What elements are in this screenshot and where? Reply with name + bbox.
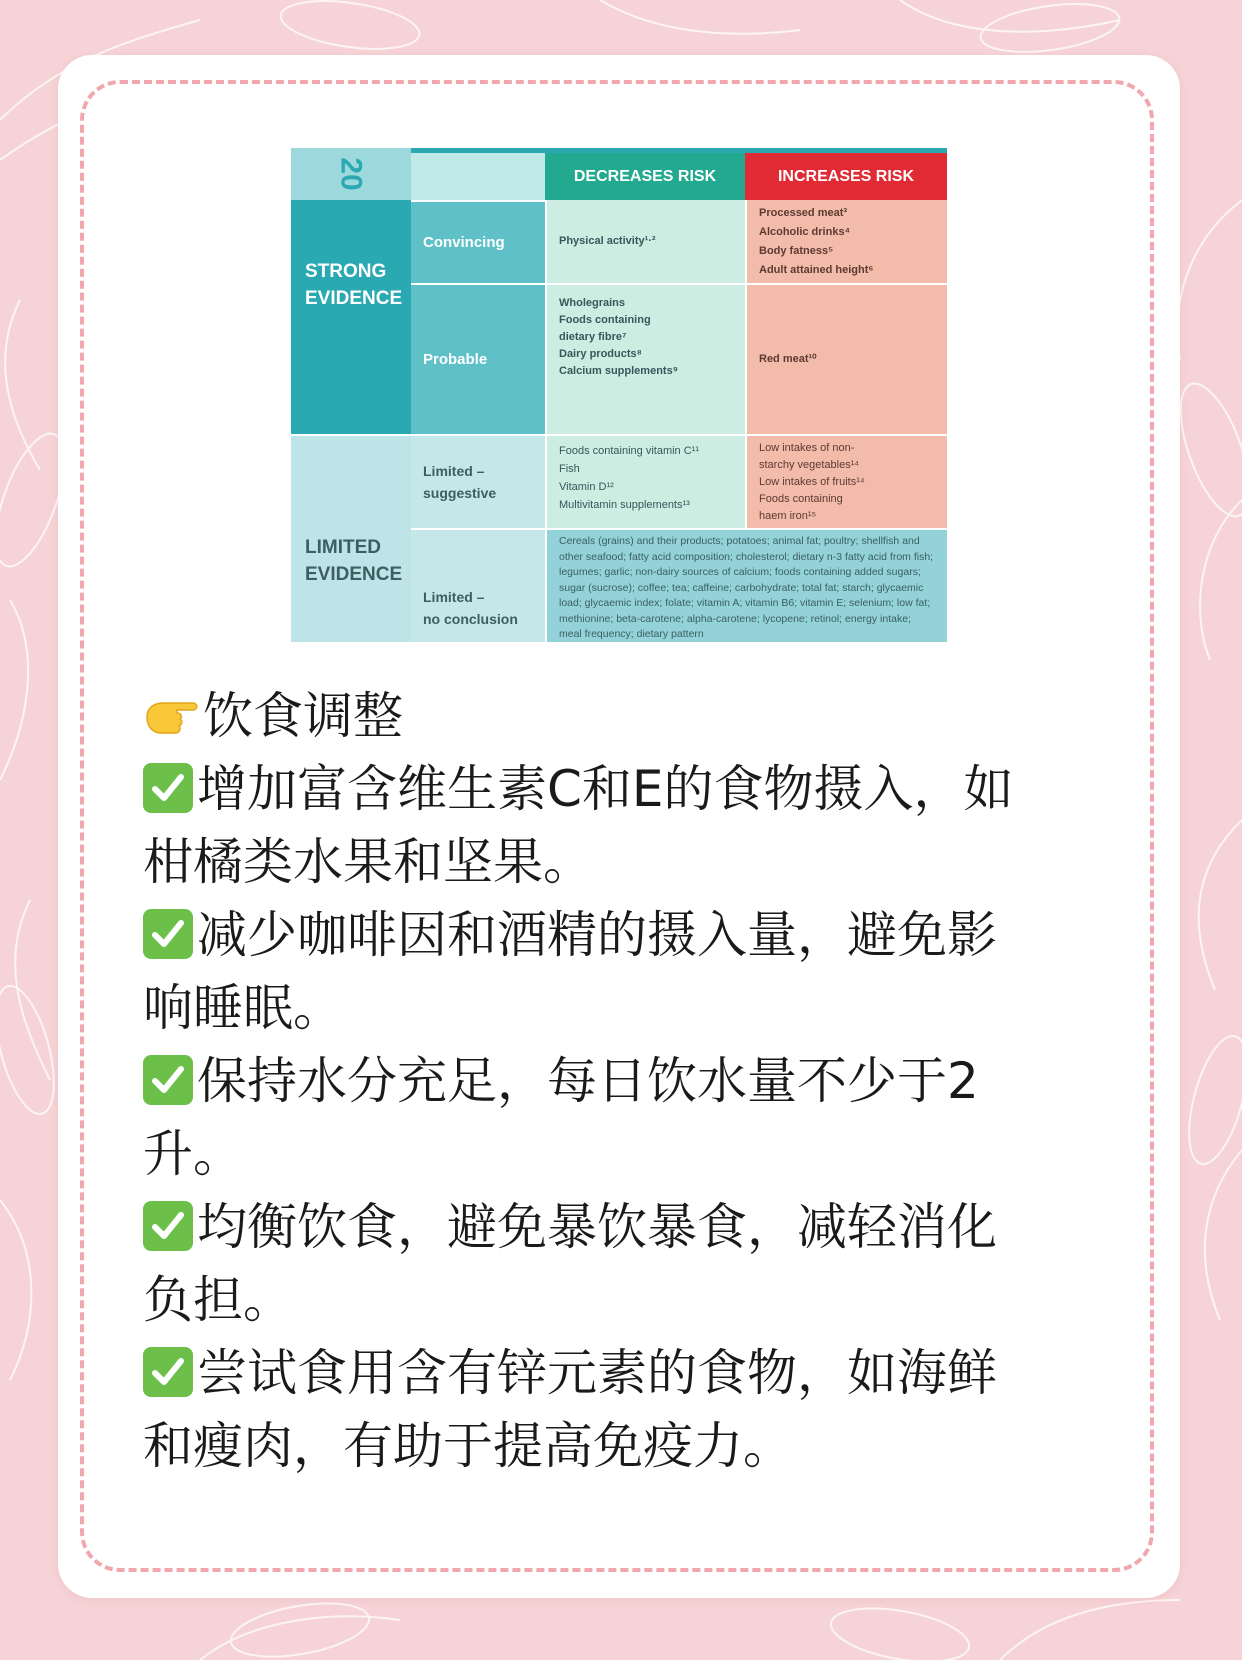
advice-line: 升。 [143,1125,243,1183]
advice-line: 均衡饮食，避免暴饮暴食，减轻消化 [197,1198,997,1256]
suggestive-increases-item: Low intakes of fruits¹⁴ [759,476,865,488]
probable-decreases-item: dietary fibre⁷ [559,331,627,343]
suggestive-decreases-cell [545,434,745,528]
advice-line: 保持水分充足，每日饮水量不少于2 [197,1052,979,1110]
advice-item [143,899,1103,1045]
check-mark-icon [143,763,193,813]
check-mark-icon [143,1055,193,1105]
advice-item [143,1337,1103,1483]
limited-suggestive-label [411,434,545,528]
strong-evidence-label [291,200,411,434]
probable-label: Probable [411,283,545,434]
advice-line: 和瘦肉，有助于提高免疫力。 [143,1417,793,1475]
probable-decreases-cell [545,283,745,434]
decreases-risk-header: DECREASES RISK [545,153,745,200]
convincing-increases-item: Adult attained height⁶ [759,264,874,276]
limited-no-conclusion-label [411,528,545,642]
advice-line: 尝试食用含有锌元素的食物，如海鲜 [197,1344,997,1402]
table-corner [291,148,411,200]
corner-label: 20 [335,157,368,191]
suggestive-decreases-item: Vitamin D¹² [559,481,614,493]
header-blank [411,153,545,200]
heading-text: 饮食调整 [203,687,403,745]
advice-item [143,1045,1103,1191]
suggestive-increases-item: Foods containing [759,493,843,505]
probable-decreases-item: Foods containing [559,314,651,326]
advice-line: 减少咖啡因和酒精的摄入量，避免影 [197,906,997,964]
advice-line: 柑橘类水果和坚果。 [143,833,593,891]
convincing-increases-item: Processed meat³ [759,207,848,219]
strong-label-line1: STRONG [305,261,387,282]
suggestive-line1: Limited – [423,463,485,479]
probable-decreases-item: Calcium supplements⁹ [559,365,678,377]
strong-label-line2: EVIDENCE [305,288,403,309]
noconc-line2: no conclusion [423,611,518,627]
section-heading [143,680,1103,753]
convincing-increases-item: Alcoholic drinks⁴ [759,226,851,238]
suggestive-increases-item: haem iron¹⁵ [759,510,817,522]
advice-line: 响睡眠。 [143,979,343,1037]
suggestive-decreases-item: Multivitamin supplements¹³ [559,499,690,511]
suggestive-increases-item: starchy vegetables¹⁴ [759,459,860,471]
cancer-risk-table [291,148,947,642]
limited-evidence-label [291,434,411,642]
suggestive-increases-item: Low intakes of non- [759,442,855,454]
limited-label-line1: LIMITED [305,537,381,558]
convincing-label: Convincing [411,200,545,283]
probable-decreases-item: Wholegrains [559,297,626,309]
increases-risk-header: INCREASES RISK [745,153,947,200]
check-mark-icon [143,1201,193,1251]
check-mark-icon [143,1347,193,1397]
convincing-decreases-cell: Physical activity¹·² [545,200,745,283]
advice-item [143,1191,1103,1337]
pointing-hand-icon [143,691,201,741]
no-conclusion-cell: Cereals (grains) and their products; potatoes; animal fat; poultry; shellfish and other seafood; fatty acid composition; cholesterol; dietary n-3 fatty acid from fish; legumes; garlic; non-dairy sources of calcium; foods containing added sugars; sugar (sucrose); coffee; tea; caffeine; carbohydrate; total fat; starch; glycaemic load; glycaemic index; folate; vitamin A; vitamin B6; vitamin E; selenium; low fat; methionine; beta-carotene; alpha-carotene; lycopene; retinol; energy intake; meal frequency; dietary pattern [545,528,947,642]
advice-line: 负担。 [143,1271,293,1329]
probable-increases-cell: Red meat¹⁰ [745,283,947,434]
suggestive-increases-cell [745,434,947,528]
diet-advice-section [143,680,1103,1483]
suggestive-line2: suggestive [423,485,497,501]
limited-label-line2: EVIDENCE [305,564,403,585]
advice-line: 增加富含维生素C和E的食物摄入，如 [197,760,1014,818]
convincing-increases-cell [745,200,947,283]
probable-decreases-item: Dairy products⁸ [559,348,642,360]
noconc-line1: Limited – [423,589,485,605]
suggestive-decreases-item: Fish [559,463,580,475]
advice-item [143,753,1103,899]
check-mark-icon [143,909,193,959]
convincing-increases-item: Body fatness⁵ [759,245,834,257]
suggestive-decreases-item: Foods containing vitamin C¹¹ [559,445,700,457]
